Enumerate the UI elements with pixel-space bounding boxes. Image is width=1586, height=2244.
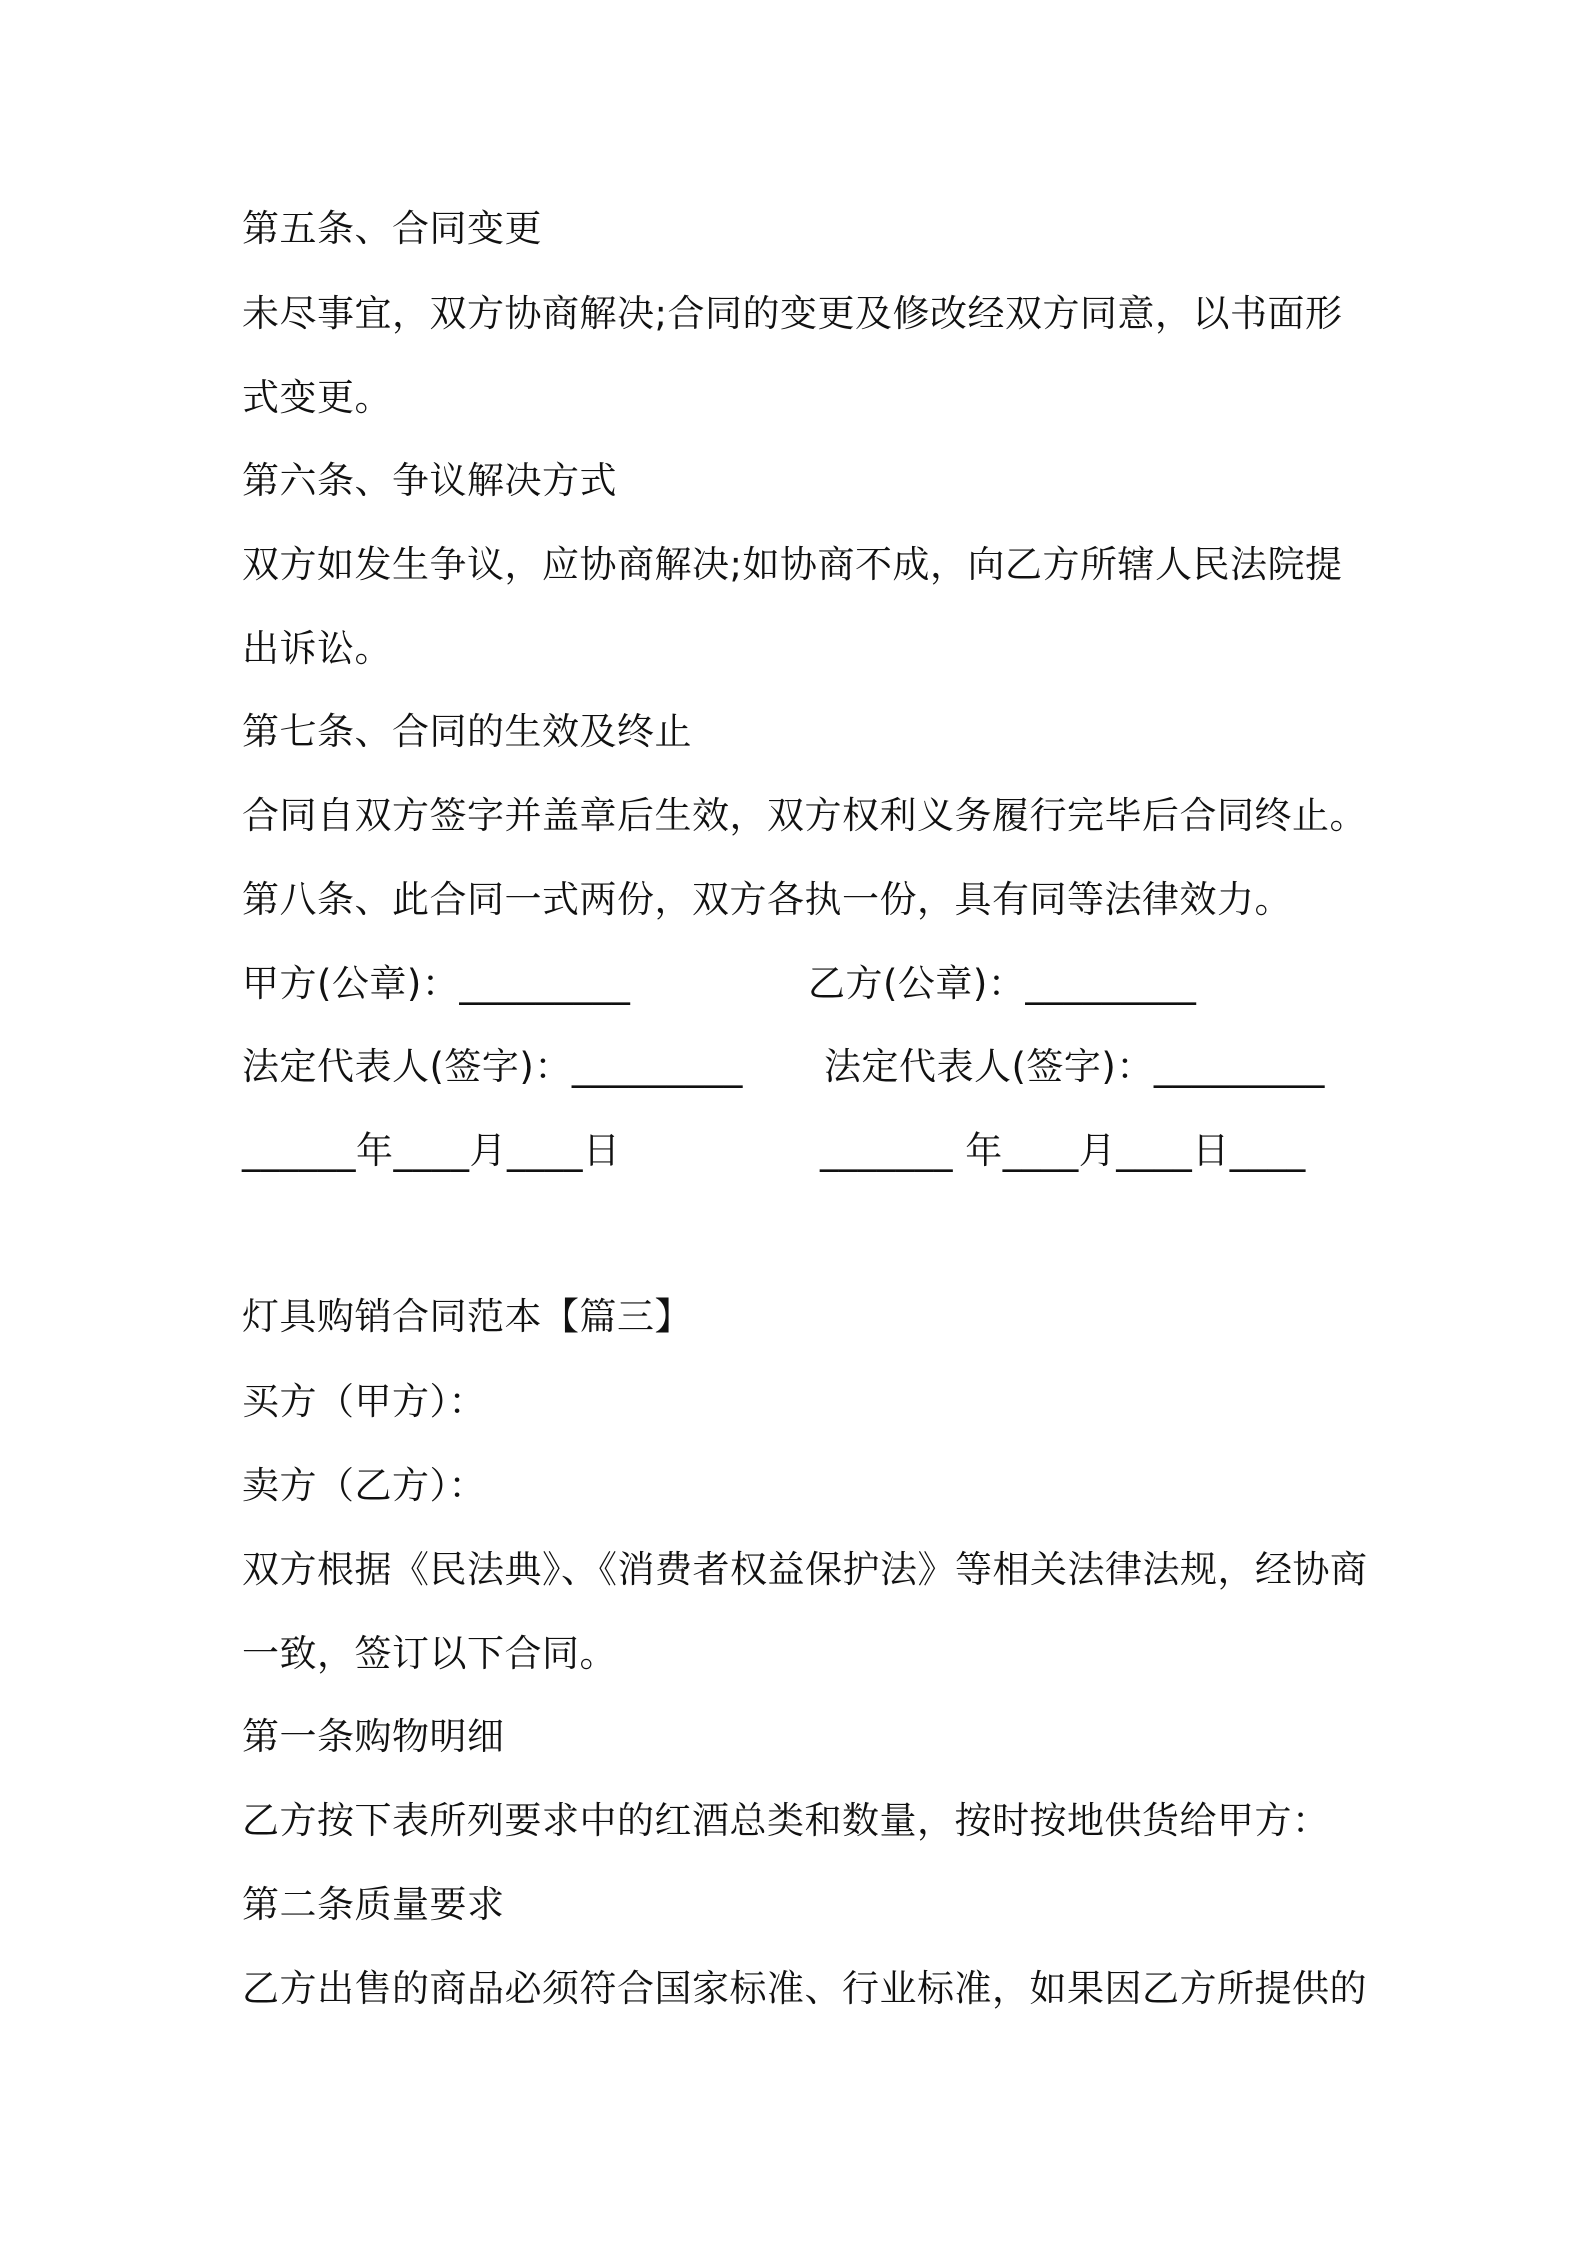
party-b-representative: 法定代表人(签字)：_________ — [824, 1045, 1325, 1088]
party-b-date: _______ 年____月____日____ — [820, 1129, 1306, 1172]
article-6-body: 双方如发生争议，应协商解决;如协商不成，向乙方所辖人民法院提 — [242, 543, 1343, 586]
article-8: 第八条、此合同一式两份，双方各执一份，具有同等法律效力。 — [242, 878, 1292, 921]
article-2-body: 乙方出售的商品必须符合国家标准、行业标准，如果因乙方所提供的 — [242, 1967, 1367, 2010]
article-5-body-continued: 式变更。 — [242, 376, 392, 419]
article-6-title: 第六条、争议解决方式 — [242, 459, 617, 502]
article-5-body: 未尽事宜，双方协商解决;合同的变更及修改经双方同意，以书面形 — [242, 292, 1343, 335]
party-a-seal: 甲方(公章)：_________ — [242, 962, 631, 1005]
intro-paragraph: 双方根据《民法典》、《消费者权益保护法》等相关法律法规，经协商 — [242, 1548, 1368, 1591]
article-5-title: 第五条、合同变更 — [242, 207, 542, 250]
party-a-date: ______年____月____日 — [242, 1129, 621, 1172]
party-a-representative: 法定代表人(签字)：_________ — [242, 1045, 743, 1088]
section-heading: 灯具购销合同范本【篇三】 — [242, 1295, 692, 1338]
party-b-seal: 乙方(公章)：_________ — [808, 962, 1197, 1005]
intro-paragraph-continued: 一致，签订以下合同。 — [242, 1632, 617, 1675]
article-2-title: 第二条质量要求 — [242, 1883, 505, 1926]
article-6-body-continued: 出诉讼。 — [242, 627, 392, 670]
buyer-line: 买方（甲方）： — [242, 1380, 486, 1423]
article-7-body: 合同自双方签字并盖章后生效，双方权利义务履行完毕后合同终止。 — [242, 794, 1367, 837]
article-7-title: 第七条、合同的生效及终止 — [242, 710, 692, 753]
article-1-body: 乙方按下表所列要求中的红酒总类和数量，按时按地供货给甲方： — [242, 1799, 1330, 1842]
article-1-title: 第一条购物明细 — [242, 1715, 505, 1758]
seller-line: 卖方（乙方）： — [242, 1464, 486, 1507]
